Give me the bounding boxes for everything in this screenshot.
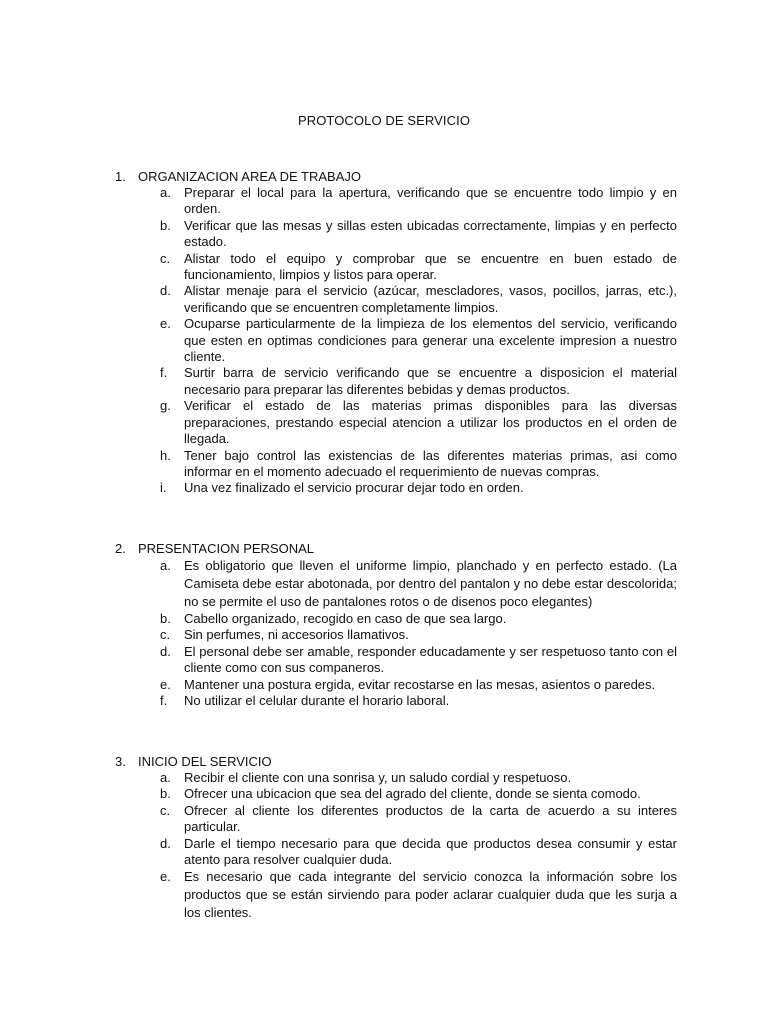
list-item <box>115 448 677 481</box>
item-text: El personal debe ser amable, responder educadamente y ser respetuoso tanto con el cliente como con sus companeros. <box>184 643 677 676</box>
list-item <box>115 557 677 611</box>
item-text: Alistar menaje para el servicio (azúcar, mescladores, vasos, pocillos, jarras, etc.), verificando que se encuentren completamente limpios. <box>184 283 677 315</box>
item-list <box>115 185 677 497</box>
list-item <box>115 868 677 922</box>
list-item <box>115 627 677 643</box>
item-text: Ofrecer una ubicacion que sea del agrado del cliente, donde se sienta comodo. <box>184 786 641 802</box>
item-marker: e. <box>160 316 171 332</box>
document-title: PROTOCOLO DE SERVICIO <box>297 113 471 128</box>
item-text: Recibir el cliente con una sonrisa y, un saludo cordial y respetuoso. <box>184 770 572 785</box>
item-text: Surtir barra de servicio verificando que se encuentre a disposicion el material necesario para preparar las diferentes bebidas y demas productos. <box>184 365 677 397</box>
item-marker: a. <box>160 558 171 573</box>
item-text: No utilizar el celular durante el horario laboral. <box>184 693 450 709</box>
item-marker: a. <box>160 770 171 785</box>
item-text: Es necesario que cada integrante del servicio conozca la información sobre los productos que se están sirviendo para poder aclarar cualquier duda que les surja a los clientes. <box>184 869 677 921</box>
item-marker: b. <box>160 611 171 626</box>
section-heading <box>115 168 677 185</box>
list-item <box>115 480 677 496</box>
item-text: Verificar el estado de las materias primas disponibles para las diversas preparaciones, prestando especial atencion a utilizar los productos en el orden de llegada. <box>184 398 677 447</box>
item-marker: i. <box>160 480 167 496</box>
list-item <box>115 770 677 786</box>
list-item <box>115 316 677 365</box>
item-marker: c. <box>160 250 171 266</box>
item-marker: e. <box>160 676 171 692</box>
section-heading <box>115 753 677 770</box>
item-text: Preparar el local para la apertura, verificando que se encuentre todo limpio y en orden. <box>184 185 677 217</box>
item-marker: c. <box>160 802 171 818</box>
item-text: Alistar todo el equipo y comprobar que se encuentre en buen estado de funcionamiento, limpios y listos para operar. <box>184 250 677 283</box>
section-number: 2. <box>115 541 126 556</box>
section-title: ORGANIZACION AREA DE TRABAJO <box>138 169 361 184</box>
list-item <box>115 185 677 218</box>
item-text: Tener bajo control las existencias de las diferentes materias primas, asi como informar en el momento adecuado el requerimiento de nuevas compras. <box>184 447 677 479</box>
item-marker: a. <box>160 185 171 200</box>
list-item <box>115 398 677 447</box>
section-heading <box>115 540 677 557</box>
list-item <box>115 693 677 709</box>
section-title: PRESENTACION PERSONAL <box>138 541 315 556</box>
list-item <box>115 836 677 869</box>
list-item <box>115 644 677 677</box>
section-presentacion-personal <box>115 540 677 709</box>
item-text: Una vez finalizado el servicio procurar dejar todo en orden. <box>184 480 524 496</box>
list-item <box>115 283 677 316</box>
list-item <box>115 611 677 627</box>
item-marker: d. <box>160 643 171 659</box>
list-item <box>115 786 677 802</box>
item-marker: f. <box>160 365 168 381</box>
list-item <box>115 677 677 693</box>
item-text: Darle el tiempo necesario para que decida que productos desea consumir y estar atento para resolver cualquier duda. <box>184 835 677 868</box>
item-text: Mantener una postura ergida, evitar recostarse en las mesas, asientos o paredes. <box>184 676 656 692</box>
item-text: Ofrecer al cliente los diferentes productos de la carta de acuerdo a su interes particular. <box>184 802 677 835</box>
item-marker: e. <box>160 869 171 885</box>
list-item <box>115 803 677 836</box>
section-organizacion-area-de-trabajo <box>115 168 677 497</box>
item-list <box>115 557 677 709</box>
item-marker: d. <box>160 283 171 299</box>
item-marker: b. <box>160 217 171 233</box>
item-text: Es obligatorio que lleven el uniforme limpio, planchado y en perfecto estado. (La Camiseta debe estar abotonada, por dentro del pantalon y no debe estar descolorida; no se permite el uso de pantalones rotos o de disenos poco elegantes) <box>184 558 677 609</box>
section-inicio-del-servicio <box>115 753 677 922</box>
section-number: 3. <box>115 754 126 769</box>
item-marker: d. <box>160 835 171 851</box>
item-text: Cabello organizado, recogido en caso de que sea largo. <box>184 611 507 626</box>
item-marker: g. <box>160 398 171 414</box>
list-item <box>115 365 677 398</box>
list-item <box>115 251 677 284</box>
section-title: INICIO DEL SERVICIO <box>138 754 272 769</box>
item-marker: h. <box>160 447 171 463</box>
item-marker: c. <box>160 627 171 643</box>
item-list <box>115 770 677 922</box>
item-marker: b. <box>160 786 171 802</box>
item-text: Verificar que las mesas y sillas esten ubicadas correctamente, limpias y en perfecto estado. <box>184 217 677 250</box>
item-marker: f. <box>160 693 168 709</box>
section-number: 1. <box>115 169 126 184</box>
item-text: Ocuparse particularmente de la limpieza de los elementos del servicio, verificando que esten en optimas condiciones para generar una excelente impresion a nuestro cliente. <box>184 316 677 365</box>
item-text: Sin perfumes, ni accesorios llamativos. <box>184 627 409 643</box>
list-item <box>115 218 677 251</box>
